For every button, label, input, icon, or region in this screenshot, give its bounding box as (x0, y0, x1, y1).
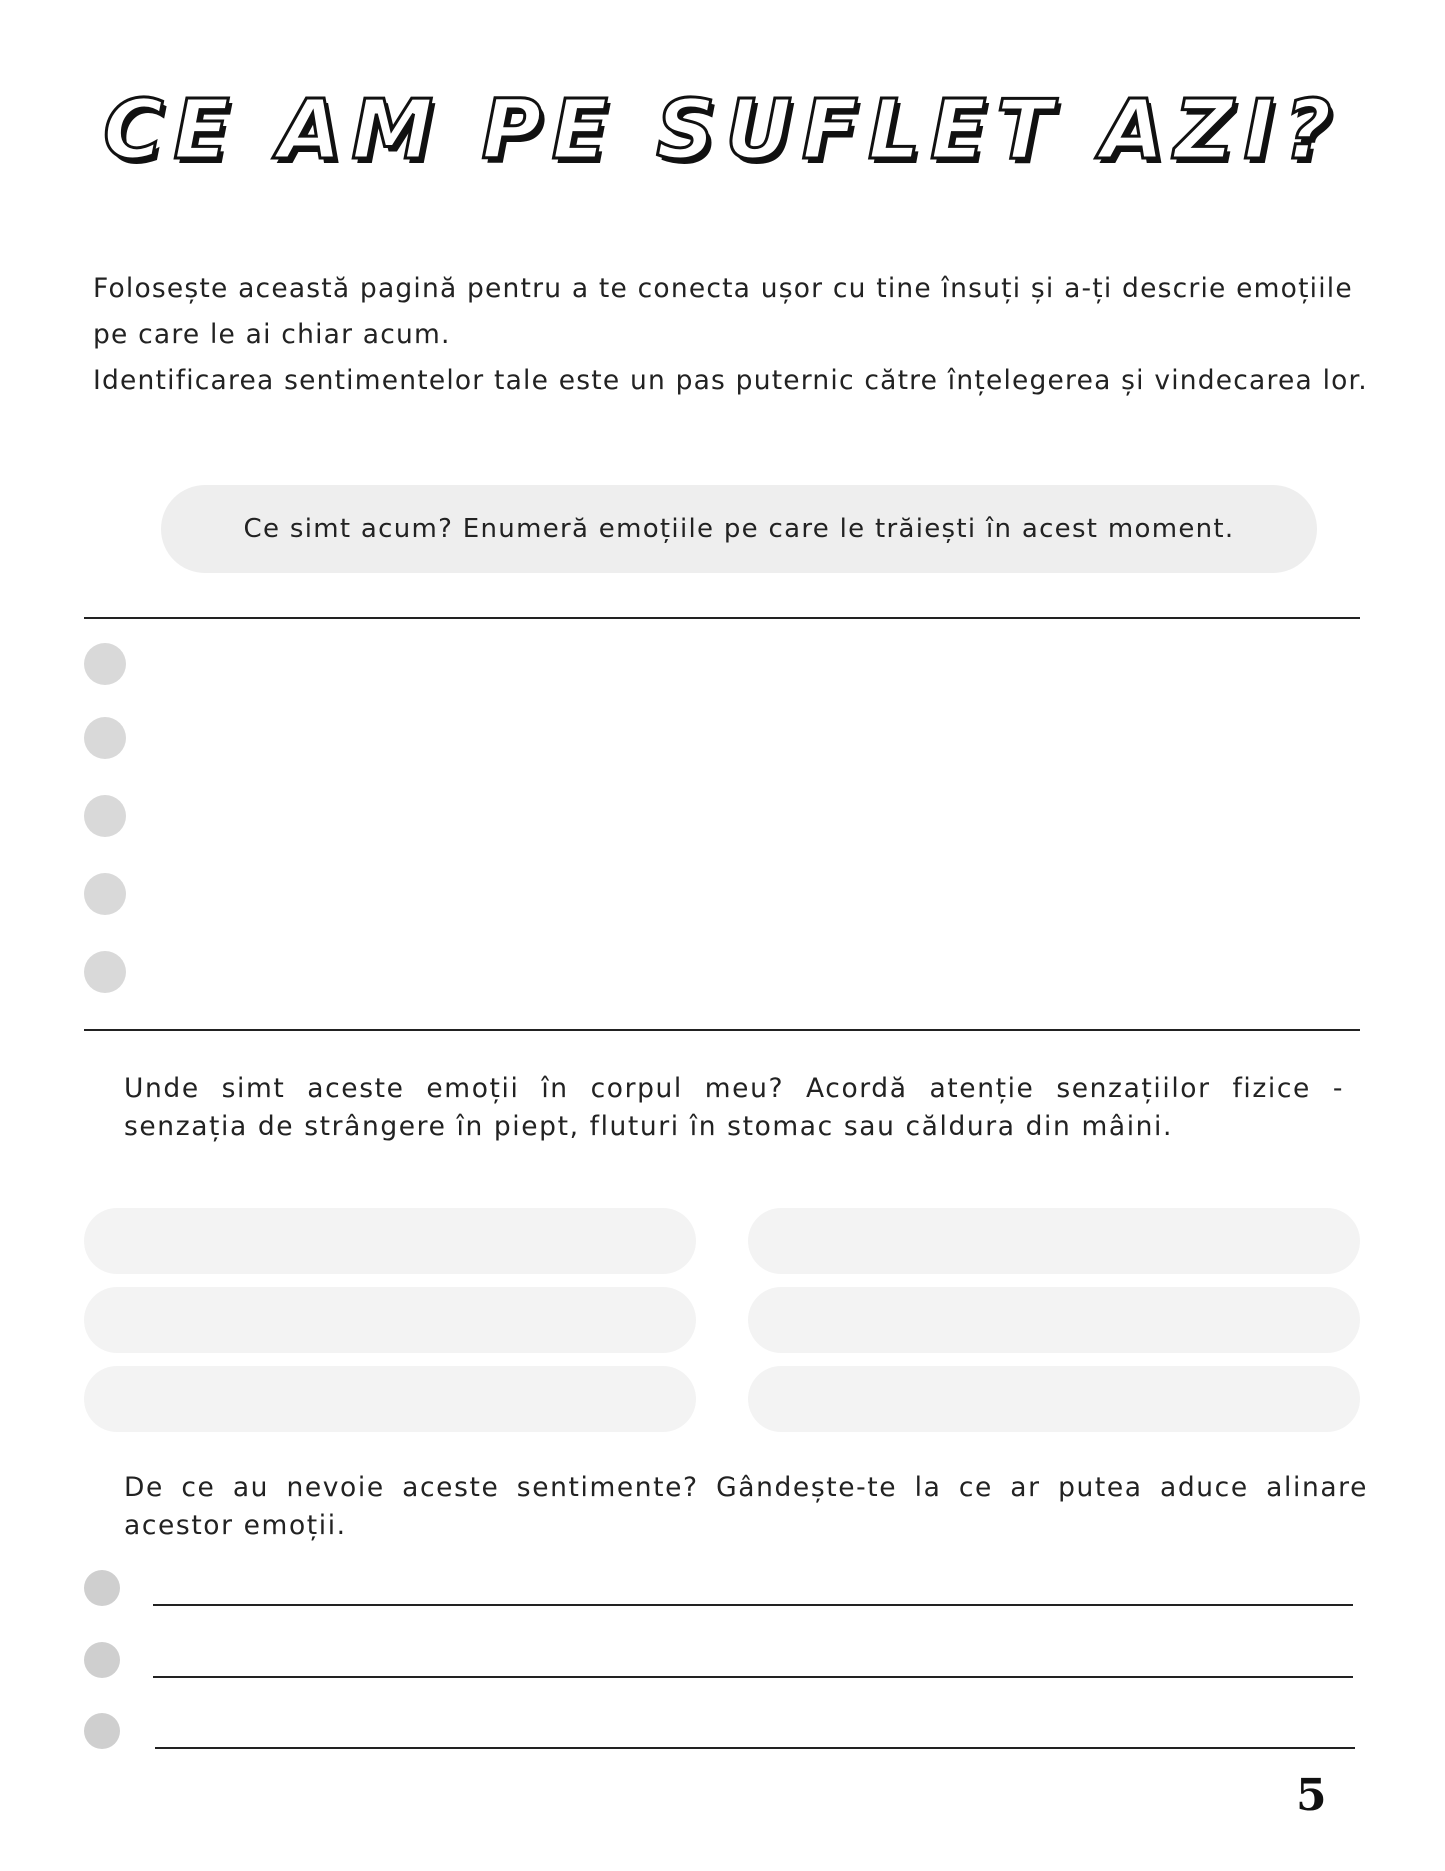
emotion-bullet-4[interactable] (84, 873, 126, 915)
need-answer-line-3[interactable] (155, 1747, 1355, 1749)
page-title: CE AM PE SUFLET AZI? (103, 83, 1342, 178)
page-number: 5 (1296, 1770, 1327, 1821)
sensation-field-left-1[interactable] (84, 1208, 696, 1274)
emotions-prompt-box (161, 485, 1317, 573)
emotion-bullet-1[interactable] (84, 643, 126, 685)
need-bullet-1 (84, 1570, 120, 1606)
emotion-bullet-2[interactable] (84, 717, 126, 759)
body-sensations-prompt: Unde simt aceste emoții în corpul meu? Acordă atenție senzațiilor fizice - senzația de strângere în piept, fluturi în stomac sau căldura din mâini. (124, 1073, 1344, 1142)
intro-paragraph-2: Identificarea sentimentelor tale este un pas puternic către înțelegerea și vindecarea lor. (93, 365, 1368, 396)
need-bullet-3 (84, 1713, 120, 1749)
divider-bottom (84, 1029, 1360, 1031)
emotion-bullet-5[interactable] (84, 951, 126, 993)
need-bullet-2 (84, 1642, 120, 1678)
intro-text (93, 266, 1373, 404)
sensation-field-right-2[interactable] (748, 1287, 1360, 1353)
sensation-field-left-3[interactable] (84, 1366, 696, 1432)
sensation-field-right-3[interactable] (748, 1366, 1360, 1432)
intro-paragraph-1: Folosește această pagină pentru a te conecta ușor cu tine însuți și a-ți descrie emoțiile pe care le ai chiar acum. (93, 273, 1353, 350)
emotions-prompt-text: Ce simt acum? Enumeră emoțiile pe care le trăiești în acest moment. (243, 514, 1235, 544)
sensation-field-left-2[interactable] (84, 1287, 696, 1353)
sensation-field-right-1[interactable] (748, 1208, 1360, 1274)
need-answer-line-1[interactable] (153, 1604, 1353, 1606)
divider-top (84, 617, 1360, 619)
emotion-bullet-3[interactable] (84, 795, 126, 837)
needs-prompt: De ce au nevoie aceste sentimente? Gândește-te la ce ar putea aduce alinare acestor emoții. (124, 1472, 1368, 1541)
need-answer-line-2[interactable] (153, 1676, 1353, 1678)
